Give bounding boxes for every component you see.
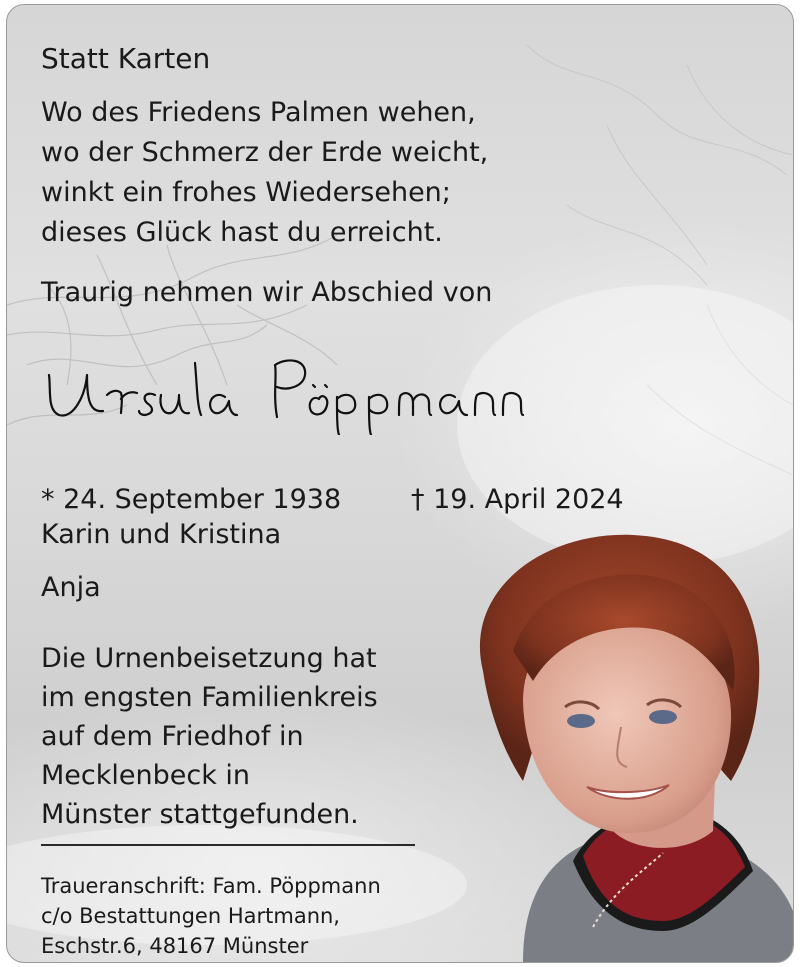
address-line: Traueranschrift: Fam. Pöppmann — [41, 874, 381, 898]
poem-line: winkt ein frohes Wiedersehen; — [41, 177, 451, 208]
divider-line — [41, 844, 415, 846]
burial-notice-line: Münster stattgefunden. — [41, 799, 359, 830]
burial-notice-line: Die Urnenbeisetzung hat — [41, 643, 377, 674]
mourner-names: Karin und Kristina — [41, 519, 282, 550]
address-line: c/o Bestattungen Hartmann, — [41, 904, 340, 928]
header-statt-karten: Statt Karten — [41, 42, 211, 75]
address-line: Eschstr.6, 48167 Münster — [41, 934, 309, 958]
burial-notice — [41, 639, 378, 834]
burial-notice-line: im engsten Familienkreis — [41, 682, 378, 713]
birth-date: * 24. September 1938 — [41, 484, 342, 515]
death-date: † 19. April 2024 — [411, 484, 624, 515]
mourning-address — [41, 871, 381, 961]
burial-notice-line: auf dem Friedhof in — [41, 721, 304, 752]
obituary-card — [6, 4, 794, 963]
poem — [41, 93, 488, 253]
poem-line: Wo des Friedens Palmen wehen, — [41, 97, 476, 128]
poem-line: wo der Schmerz der Erde weicht, — [41, 137, 489, 168]
burial-notice-line: Mecklenbeck in — [41, 760, 251, 791]
portrait-photo — [463, 531, 793, 962]
intro-line: Traurig nehmen wir Abschied von — [41, 277, 493, 308]
signature-name — [37, 335, 597, 435]
mourner-names: Anja — [41, 572, 101, 603]
poem-line: dieses Glück hast du erreicht. — [41, 217, 443, 248]
